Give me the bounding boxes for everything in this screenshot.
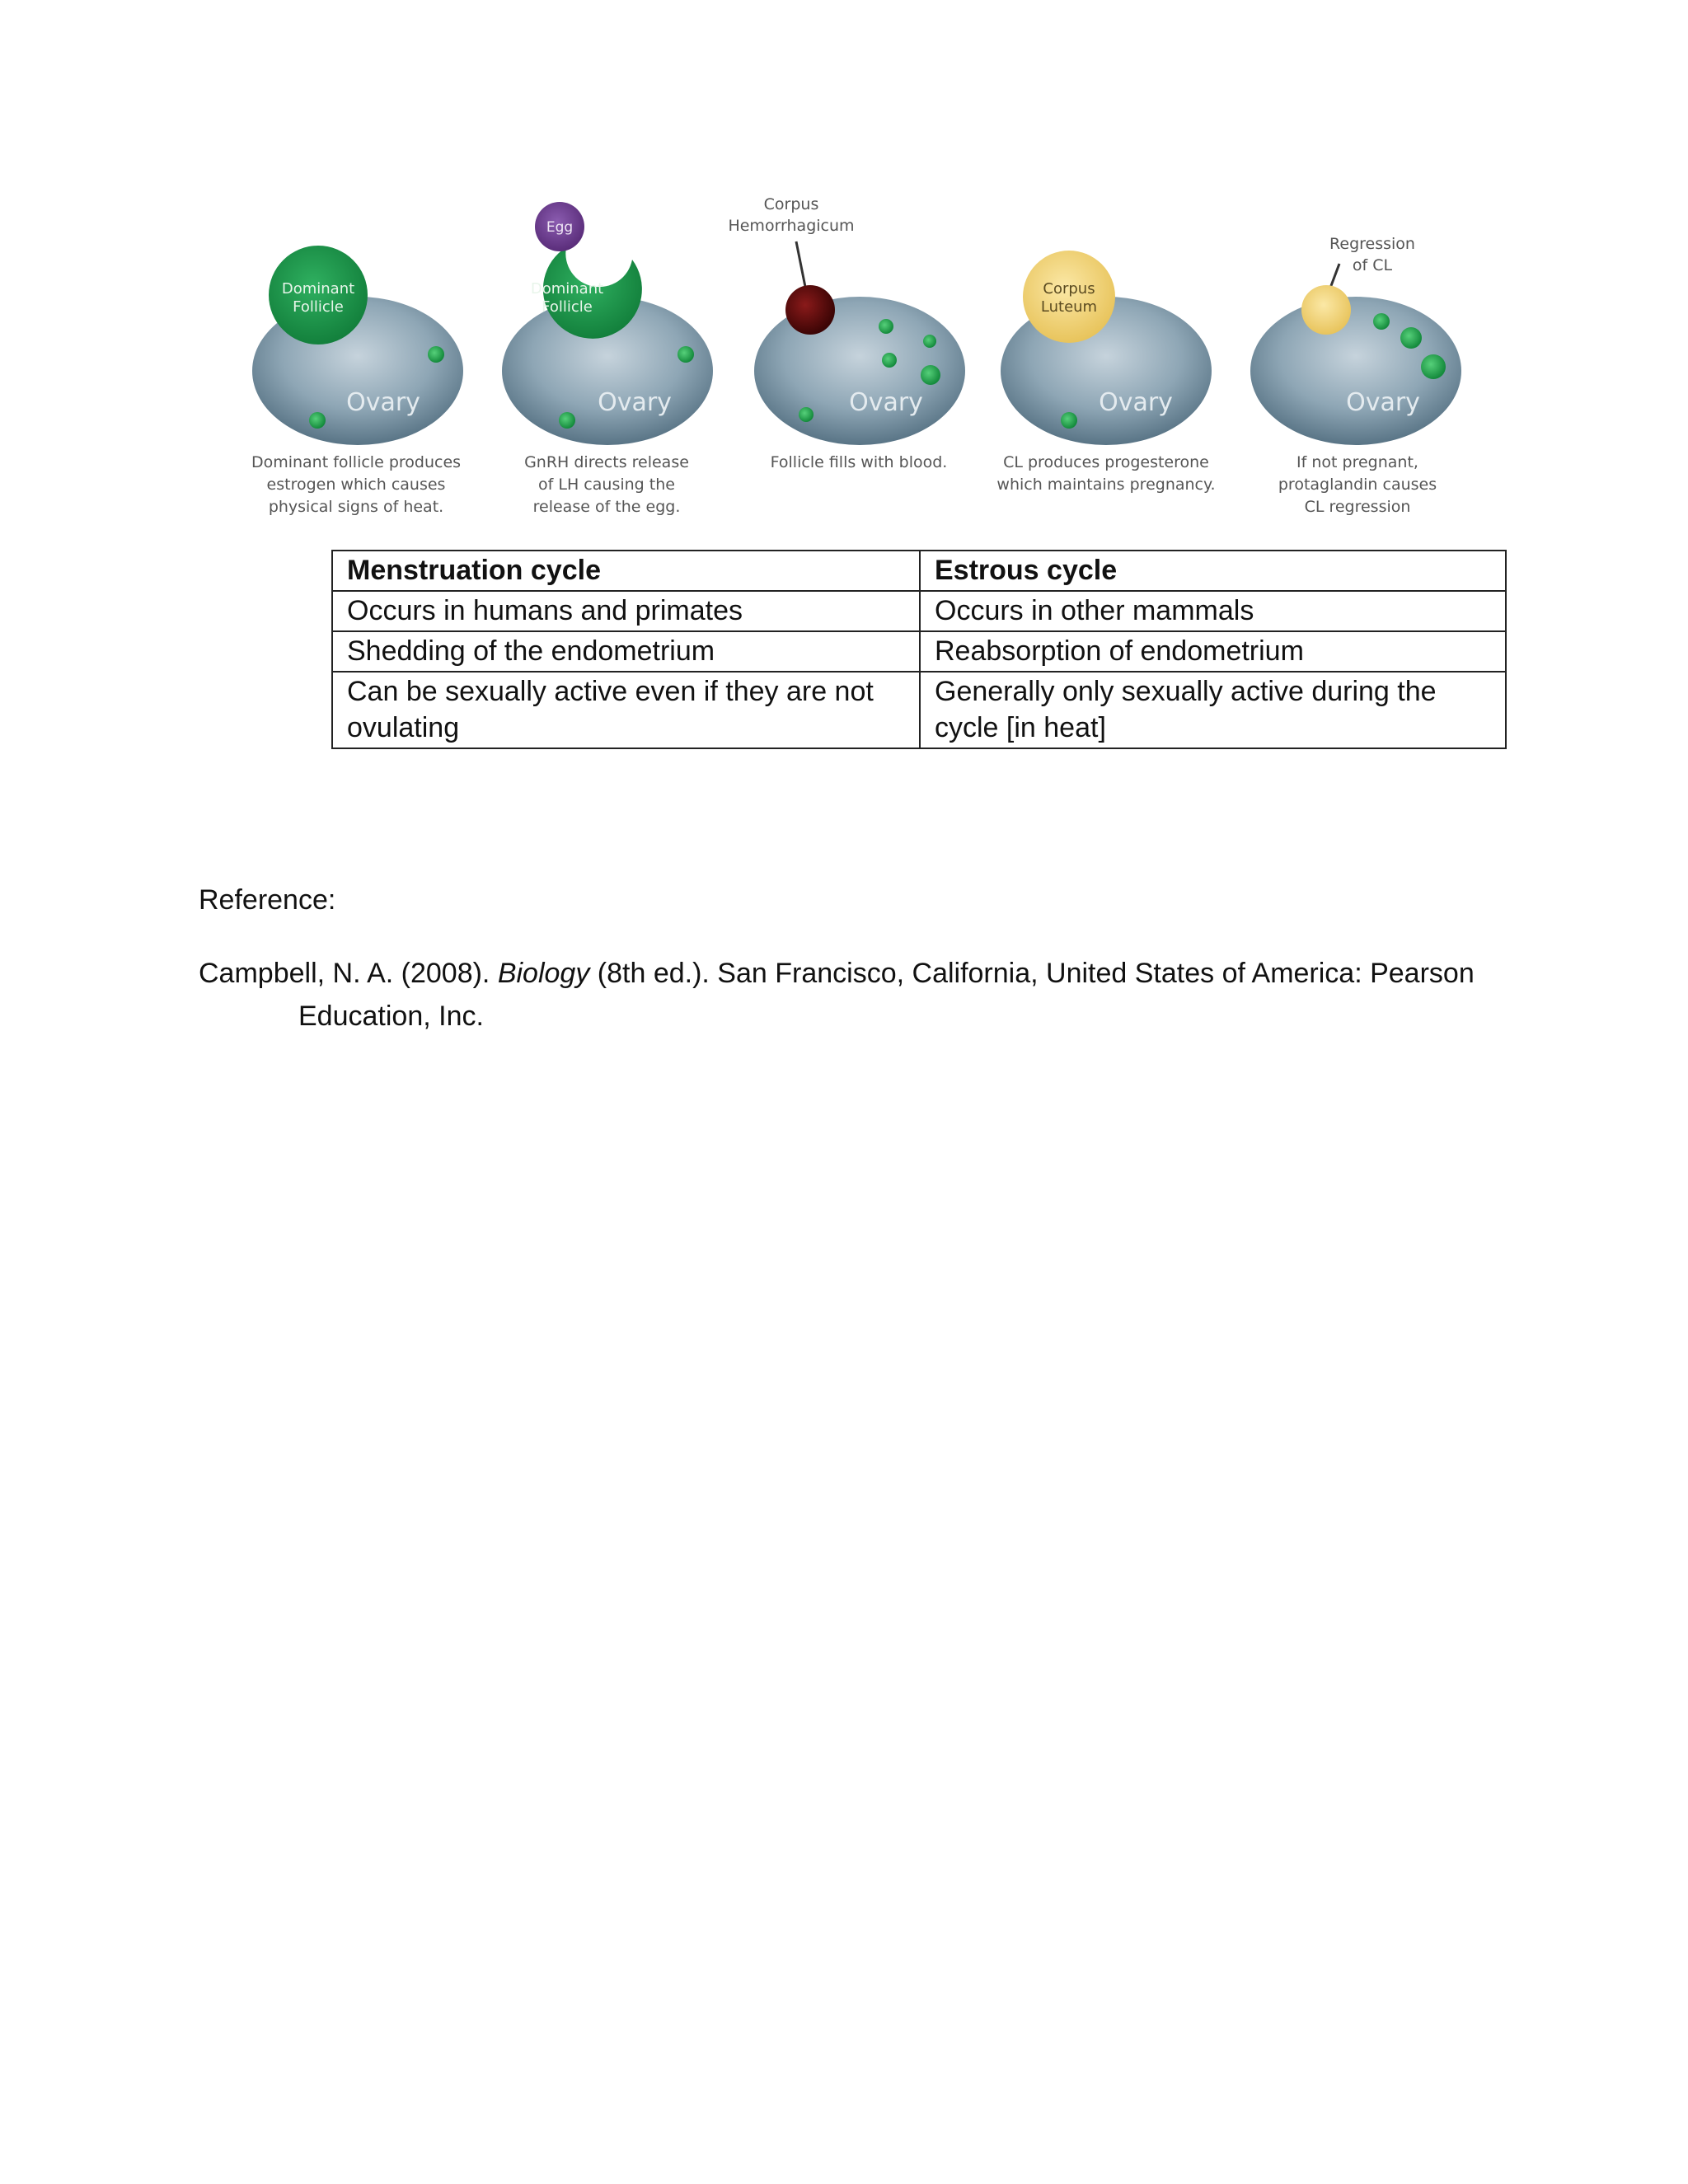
ovary-label: Ovary [1346,388,1420,417]
small-follicle-dot [799,407,814,422]
panel-4-caption: CL produces progesterone which maintains pregnancy. [996,453,1216,494]
reference-heading: Reference: [199,884,336,916]
reference-title: Biology [497,958,590,989]
small-follicle-dot [309,412,326,429]
panel-2 [502,202,713,445]
small-follicle-dot [1400,327,1422,349]
table-header-estrous: Estrous cycle [920,551,1506,591]
reference-authors-year: Campbell, N. A. (2008). [199,958,498,989]
table-row [332,591,1506,631]
small-follicle-dot [879,319,893,334]
small-follicle-dot [1373,313,1390,330]
panel-4 [1001,251,1212,445]
callout-line2: Hemorrhagicum [728,217,855,235]
panel-3 [728,195,965,445]
follicle-label-line2: Luteum [1040,298,1098,316]
small-follicle-dot [559,412,575,429]
small-follicle-dot [678,346,694,363]
panel-5 [1250,235,1461,445]
callout-line2: of CL [1352,256,1393,274]
regressing-cl-shape [1301,285,1351,335]
small-follicle-dot [882,353,897,368]
table-cell: Reabsorption of endometrium [920,631,1506,672]
ovary-label: Ovary [1099,388,1173,417]
table-cell: Occurs in other mammals [920,591,1506,631]
follicle-label-line1: Dominant [530,280,604,298]
follicle-label-line2: Follicle [542,298,593,316]
reference-publication-details: (8th ed.). San Francisco, California, United States of America: Pearson Education, Inc. [298,958,1475,1032]
table-cell: Generally only sexually active during the cycle [in heat] [920,672,1506,748]
table-row [332,672,1506,748]
small-follicle-dot [1061,412,1077,429]
reference-entry [199,952,1584,1038]
table-header-menstruation: Menstruation cycle [332,551,920,591]
panel-2-caption: GnRH directs release of LH causing the release of the egg. [524,453,689,516]
cycle-comparison-table [331,550,1507,749]
panel-5-caption: If not pregnant, protaglandin causes CL regression [1278,453,1437,516]
ovary-label: Ovary [849,388,923,417]
panel-3-caption: Follicle fills with blood. [770,453,948,471]
callout-line1: Regression [1329,235,1415,253]
callout-line1: Corpus [763,195,819,213]
small-follicle-dot [921,365,940,385]
table-header-row [332,551,1506,591]
follicle-label-line2: Follicle [293,298,344,316]
corpus-hemorrhagicum-shape [785,285,835,335]
table-cell: Shedding of the endometrium [332,631,920,672]
table-cell: Can be sexually active even if they are not ovulating [332,672,920,748]
small-follicle-dot [428,346,444,363]
callout-pointer [796,241,805,287]
ovary-label: Ovary [598,388,672,417]
panel-1 [252,246,463,445]
small-follicle-dot [923,335,936,348]
follicle-label-line1: Dominant [281,280,355,298]
ovary-label: Ovary [346,388,420,417]
egg-label: Egg [546,219,574,236]
table-cell: Occurs in humans and primates [332,591,920,631]
panel-1-caption: Dominant follicle produces estrogen which causes physical signs of heat. [251,453,462,516]
table-row [332,631,1506,672]
small-follicle-dot [1421,354,1446,379]
estrous-cycle-figure [231,190,1484,527]
follicle-label-line1: Corpus [1043,280,1095,298]
